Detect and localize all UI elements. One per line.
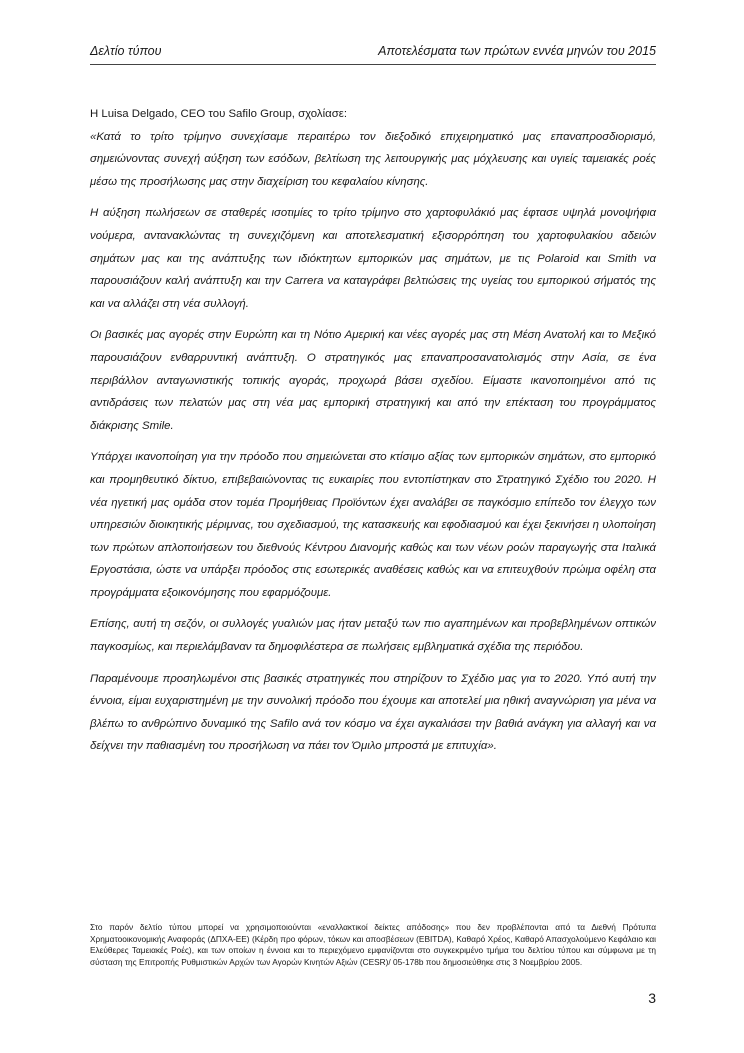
- page-header: [90, 44, 656, 58]
- footnote: Στο παρόν δελτίο τύπου μπορεί να χρησιμοποιούνται «εναλλακτικοί δείκτες απόδοσης» που δεν προβλέπονται από τα Διεθνή Πρότυπα Χρηματοοικονομικής Αναφοράς (ΔΠΧΑ-ΕΕ) (Κέρδη προ φόρων, τόκων και αποσβέσεων (EBITDA), Καθαρό Χρέος, Καθαρό Απασχολούμενο Κεφάλαιο και Ελεύθερες Ταμειακές Ροές), και των οποίων η έννοια και το περιεχόμενο εμφανίζονται στο συγκεκριμένο τμήμα του δελτίου τύπου και σύμφωνα με τη σύσταση της Επιτροπής Ρυθμιστικών Αρχών των Αγορών Κινητών Αξιών (CESR)/ 05-178b που δημοσιεύθηκε στις 3 Νοεμβρίου 2005.: [90, 922, 656, 967]
- page-number: 3: [648, 990, 656, 1006]
- quote-paragraph: Η αύξηση πωλήσεων σε σταθερές ισοτιμίες το τρίτο τρίμηνο στο χαρτοφυλάκιό μας έφτασε υψηλά μονοψήφια νούμερα, αντανακλώντας τη συνεχιζόμενη και αποτελεσματική εξισορρόπηση του χαρτοφυλακίου αδειών σημάτων μας και της ανάπτυξης των ιδιόκτητων εμπορικών μας σημάτων, με τις Polaroid και Smith να παρουσιάζουν καλή ανάπτυξη και την Carrera να καταγράφει βελτιώσεις της υγείας του εμπορικού σήματός της και να αλλάζει στη νέα συλλογή.: [90, 207, 656, 310]
- header-right-title: Αποτελέσματα των πρώτων εννέα μηνών του 2015: [378, 44, 656, 58]
- intro-line: Η Luisa Delgado, CEO του Safilo Group, σχολίασε:: [90, 108, 348, 120]
- quote-paragraph: «Κατά το τρίτο τρίμηνο συνεχίσαμε περαιτέρω τον διεξοδικό επιχειρηματικό μας επαναπροσδιορισμό, σημειώνοντας συνεχή αύξηση των εσόδων, βελτίωση της λειτουργικής μας μόχλευσης και υγιείς ταμειακές ροές μέσω της προσήλωσης μας στην διαχείριση του κεφαλαίου κίνησης.: [90, 130, 656, 188]
- header-left-title: Δελτίο τύπου: [90, 44, 162, 58]
- header-divider: [90, 64, 656, 65]
- quote-paragraph: Επίσης, αυτή τη σεζόν, οι συλλογές γυαλιών μας ήταν μεταξύ των πιο αγαπημένων και προβεβλημένων οπτικών παγκοσμίως, και περιελάμβαναν τα δημοφιλέστερα σε πωλήσεις εμβληματικά σχέδια της περιόδου.: [90, 618, 656, 654]
- quote-paragraph: Οι βασικές μας αγορές στην Ευρώπη και τη Νότιο Αμερική και νέες αγορές μας στη Μέση Ανατολή και το Μεξικό παρουσιάζουν ενθαρρυντική ανάπτυξη. Ο στρατηγικός μας επαναπροσανατολισμός στην Ασία, σε ένα περιβάλλον ανταγωνιστικής τοπικής αγοράς, προχωρά βάσει σχεδίου. Είμαστε ικανοποιημένοι από τις αντιδράσεις των πελατών μας στη νέα μας εμπορική στρατηγική και από την επέκταση του προγράμματος διάκρισης Smile.: [90, 329, 656, 432]
- document-body: [90, 103, 656, 767]
- quote-paragraph: Παραμένουμε προσηλωμένοι στις βασικές στρατηγικές που στηρίζουν το Σχέδιο μας για το 2020. Υπό αυτή την έννοια, είμαι ευχαριστημένη με την συνολική πρόοδο που έχουμε και αποτελεί μια ηθική αναγνώριση για μένα να βλέπω το ανθρώπινο δυναμικό της Safilo ανά τον κόσμο να έχει αγκαλιάσει την βαθιά ανάγκη για αλλαγή και να δείχνει την παθιασμένη του προσήλωση να πάει τον Όμιλο μπροστά με επιτυχία».: [90, 672, 656, 753]
- quote-paragraph: Υπάρχει ικανοποίηση για την πρόοδο που σημειώνεται στο κτίσιμο αξίας των εμπορικών σημάτων, στο εμπορικό και προμηθευτικό δίκτυο, επιβεβαιώνοντας τις ευκαιρίες που εντοπίστηκαν στο Στρατηγικό Σχέδιο του 2020. Η νέα ηγετική μας ομάδα στον τομέα Προμήθειας Προϊόντων έχει αναλάβει σε παγκόσμιο επίπεδο τον έλεγχο των υπηρεσιών διοικητικής μέριμνας, του σχεδιασμού, της κατασκευής και εφοδιασμού και έχει ξεκινήσει η υλοποίηση των πρώτων απλοποιήσεων του διεθνούς Κέντρου Διανομής καθώς και των νέων ροών παραγωγής στα Ιταλικά Εργοστάσια, ώστε να υπάρξει πρόοδος στις εσωτερικές αναθέσεις καθώς και να επιτευχθούν πρώιμα οφέλη στα προγράμματα εξοικονόμησης που εφαρμόζουμε.: [90, 451, 656, 599]
